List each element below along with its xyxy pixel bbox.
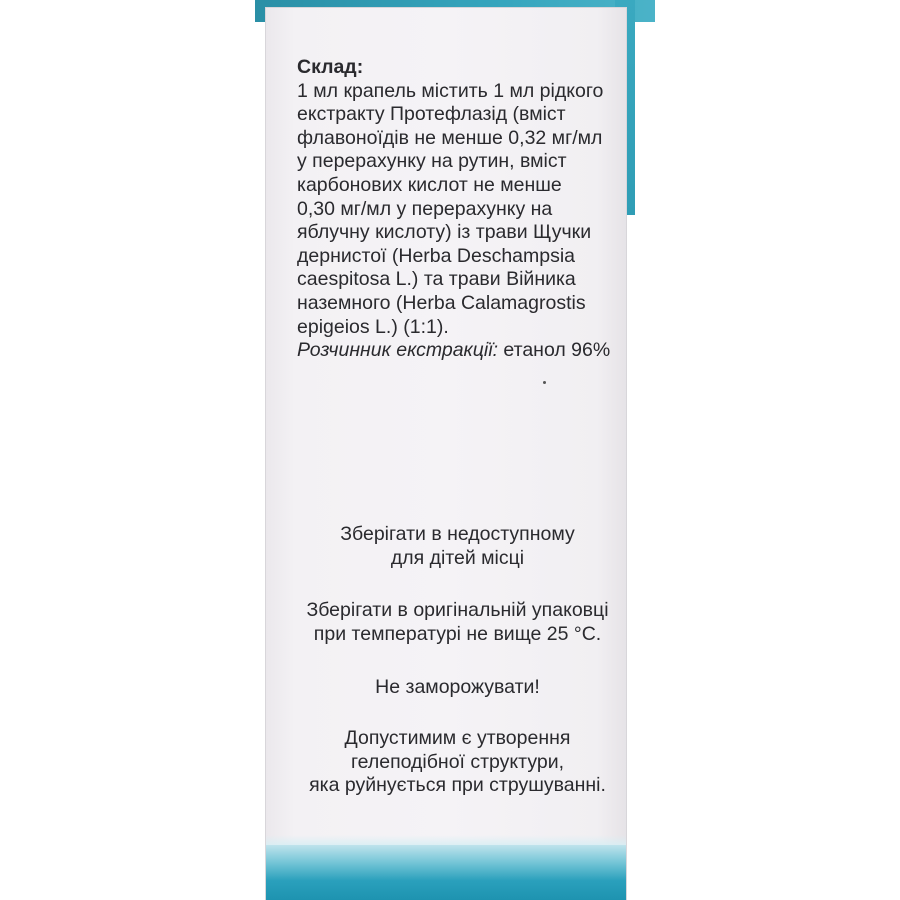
composition-title: Склад: — [297, 56, 364, 78]
storage-line: Зберігати в оригінальній упаковці — [306, 599, 609, 621]
composition-line: 1 мл крапель містить 1 мл рідкого — [297, 79, 604, 102]
solvent-line — [297, 339, 622, 363]
storage-line: Зберігати в недоступному — [340, 523, 575, 545]
composition-line: дернистої (Herba Deschampsia — [297, 244, 576, 267]
gel-structure-note — [290, 727, 625, 798]
composition-line: epigeios L.) (1:1). — [297, 315, 449, 338]
composition-line: наземного (Herba Calamagrostis — [297, 291, 586, 314]
composition-line: карбонових кислот не менше — [297, 173, 562, 196]
temperature-note — [290, 599, 625, 646]
composition-section — [297, 56, 622, 363]
composition-line: caespitosa L.) та трави Війника — [297, 268, 576, 291]
composition-line: флавоноїдів не менше 0,32 мг/мл — [297, 126, 603, 149]
composition-line: екстракту Протефлазід (вміст — [297, 103, 566, 126]
composition-line: яблучну кислоту) із трави Щучки — [297, 221, 592, 244]
composition-line: 0,30 мг/мл у перерахунку на — [297, 197, 553, 220]
child-safety-note — [290, 523, 625, 570]
no-freeze-note — [290, 676, 625, 700]
storage-line: яка руйнується при струшуванні. — [309, 774, 606, 797]
storage-line: Допустимим є утворення — [344, 727, 571, 749]
storage-line: при температурі не вище 25 °С. — [313, 622, 602, 645]
print-speck — [543, 381, 546, 384]
solvent-label: Розчинник екстракції: — [297, 339, 498, 362]
solvent-value: етанол 96% — [498, 339, 611, 362]
composition-line: у перерахунку на рутин, вміст — [297, 150, 567, 173]
storage-line: для дітей місці — [390, 546, 525, 569]
storage-line: Не заморожувати! — [375, 676, 540, 698]
storage-line: гелеподібної структури, — [350, 750, 565, 773]
bottom-teal-band — [266, 845, 626, 900]
